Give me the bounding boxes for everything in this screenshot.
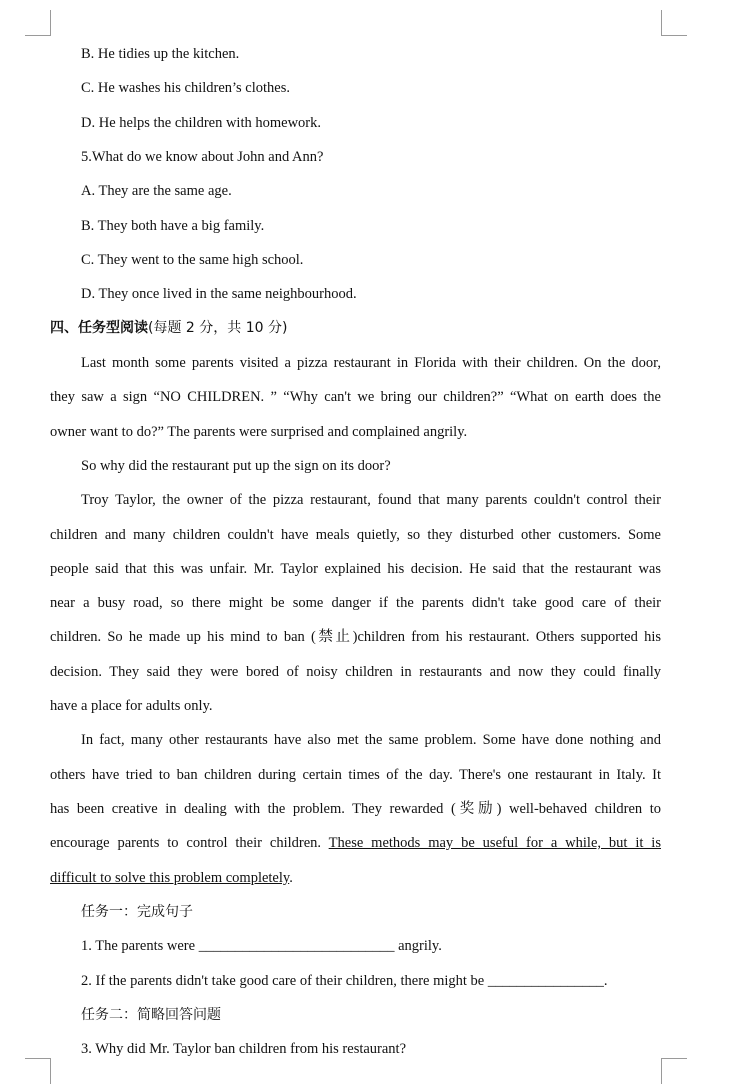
q5-option-c: C. They went to the same high school. <box>81 252 304 268</box>
q5-option-d: D. They once lived in the same neighbourhood. <box>81 286 357 302</box>
passage-p1-line2: they saw a sign “NO CHILDREN. ” “Why can't we bring our children?” “What on earth does the <box>50 389 661 405</box>
passage-p4-line5-end: . <box>289 870 293 886</box>
task2-title: 任务二：简略回答问题 <box>81 1007 221 1023</box>
q4-option-c: C. He washes his children’s clothes. <box>81 80 291 96</box>
q4-option-b: B. He tidies up the kitchen. <box>81 46 240 62</box>
passage-p1-line3: owner want to do?” The parents were surprised and complained angrily. <box>50 424 468 440</box>
task1-question-2: 2. If the parents didn't take good care of their children, there might be ________________. <box>81 973 608 989</box>
crop-mark-top-left <box>25 10 51 36</box>
passage-p4-line3: has been creative in dealing with the problem. They rewarded (奖励) well-behaved children to <box>50 801 661 817</box>
underlined-sentence-part1: These methods may be useful for a while, but it is <box>328 835 661 851</box>
q5-option-b: B. They both have a big family. <box>81 218 265 234</box>
section-heading <box>50 318 287 338</box>
q5-question: 5.What do we know about John and Ann? <box>81 149 324 165</box>
passage-p3-line2: children and many children couldn't have meals quietly, so they disturbed other customers. Some <box>50 527 661 543</box>
passage-p3-line1: Troy Taylor, the owner of the pizza restaurant, found that many parents couldn't control their <box>81 492 661 508</box>
crop-mark-bottom-left <box>25 1058 51 1084</box>
passage-p4-line4-text: encourage parents to control their children. <box>50 835 329 851</box>
crop-mark-top-right <box>661 10 687 36</box>
task1-title: 任务一：完成句子 <box>81 904 193 920</box>
passage-p3-line5: children. So he made up his mind to ban (禁止)children from his restaurant. Others supported his <box>50 629 661 645</box>
crop-mark-bottom-right <box>661 1058 687 1084</box>
task2-question-3: 3. Why did Mr. Taylor ban children from his restaurant? <box>81 1041 407 1057</box>
q4-option-d: D. He helps the children with homework. <box>81 115 322 131</box>
passage-p3-line7: have a place for adults only. <box>50 698 213 714</box>
passage-p3-line3: people said that this was unfair. Mr. Taylor explained his decision. He said that the restaurant was <box>50 561 661 577</box>
underlined-sentence-part2: difficult to solve this problem completely <box>50 870 290 886</box>
passage-p2: So why did the restaurant put up the sign on its door? <box>81 458 391 474</box>
section-title: 四、任务型阅读 <box>50 320 148 336</box>
passage-p1-line1: Last month some parents visited a pizza restaurant in Florida with their children. On the door, <box>81 355 661 371</box>
passage-p4-line1: In fact, many other restaurants have also met the same problem. Some have done nothing and <box>81 732 661 748</box>
passage-p3-line6: decision. They said they were bored of noisy children in restaurants and now they could finally <box>50 664 661 680</box>
passage-p3-line4: near a busy road, so there might be some danger if the parents didn't take good care of their <box>50 595 661 611</box>
passage-p4-line2: others have tried to ban children during certain times of the day. There's one restaurant in Italy. It <box>50 767 661 783</box>
task1-question-1: 1. The parents were ___________________________ angrily. <box>81 938 442 954</box>
passage-p4-line5 <box>50 868 661 888</box>
section-score: (每题 2 分，共 10 分) <box>148 320 288 336</box>
passage-p4-line4 <box>50 833 661 853</box>
q5-option-a: A. They are the same age. <box>81 183 232 199</box>
